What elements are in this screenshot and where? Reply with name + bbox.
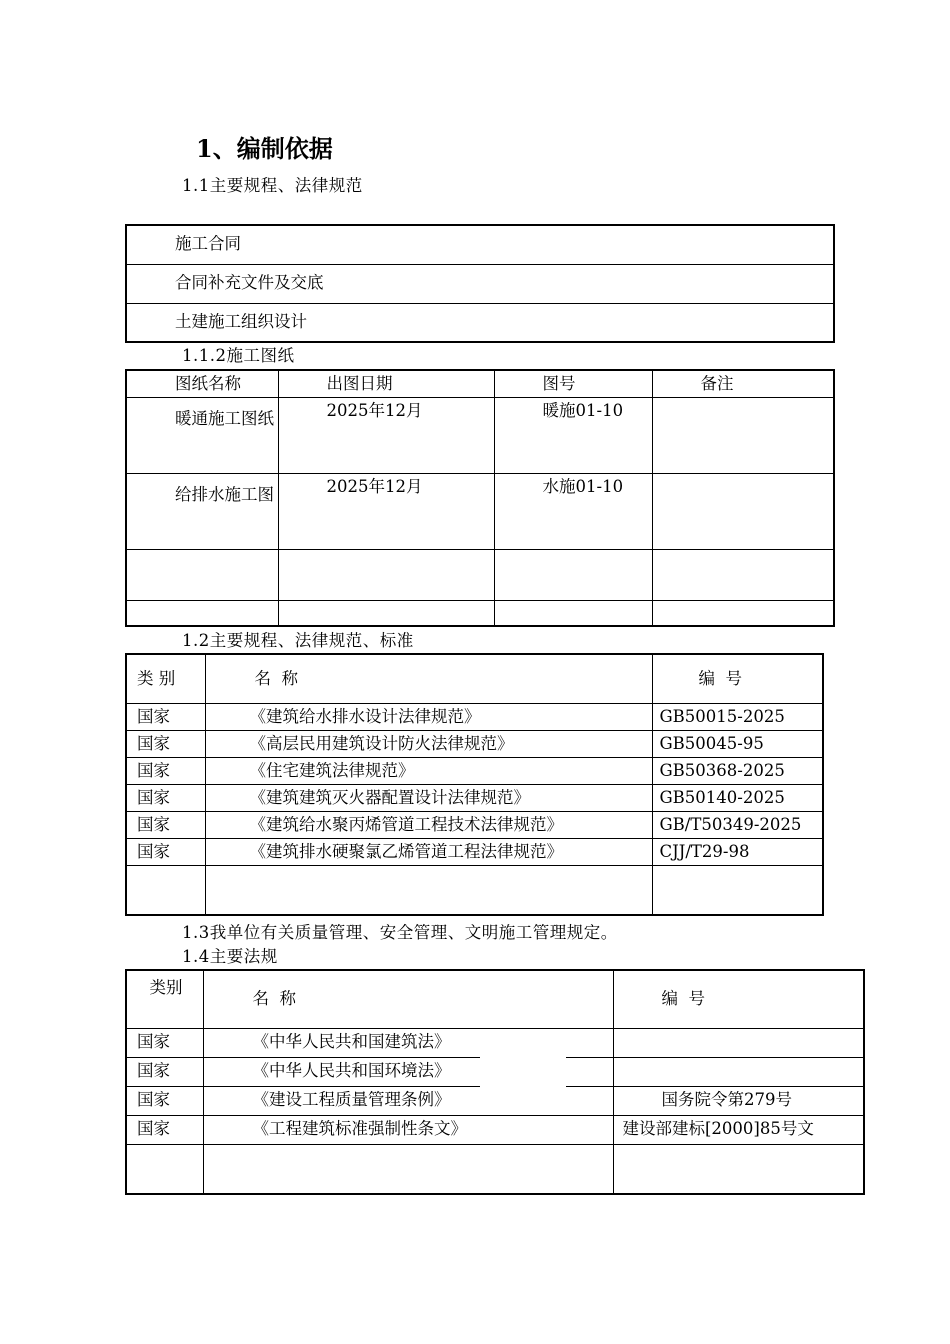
code-cell: 建设部建标[2000]85号文: [613, 1115, 864, 1144]
name-cell: 《建筑排水硬聚氯乙烯管道工程法律规范》: [205, 838, 652, 865]
category-cell: 国家: [126, 703, 205, 730]
category-cell: 国家: [126, 811, 205, 838]
section-1-4-title: 1.4主要法规: [182, 947, 278, 966]
name-cell: 《中华人民共和国建筑法》: [203, 1028, 613, 1057]
name-cell: 《建筑给水聚丙烯管道工程技术法律规范》: [205, 811, 652, 838]
header-cell: 图号: [494, 370, 652, 397]
table-row: [126, 784, 823, 811]
header-cell: 编 号: [613, 970, 864, 1028]
table-row: [126, 1028, 864, 1057]
header-cell: 编 号: [652, 654, 823, 703]
table-header-row: [126, 654, 823, 703]
category-cell: 国家: [126, 1086, 203, 1115]
header-cell: 出图日期: [278, 370, 494, 397]
category-cell: 国家: [126, 730, 205, 757]
table-row: [126, 703, 823, 730]
row-text: 施工合同: [175, 234, 241, 253]
drawing-remark: [652, 397, 834, 473]
code-cell: [613, 1028, 864, 1057]
rule-gap: [480, 1055, 566, 1058]
table-1-1: [125, 224, 835, 343]
code-cell: [613, 1057, 864, 1086]
header-cell: 名 称: [203, 970, 613, 1028]
empty-row: [126, 600, 834, 626]
table-row: [126, 811, 823, 838]
name-cell: 《中华人民共和国环境法》: [203, 1057, 613, 1086]
header-cell: 类别: [126, 970, 203, 1028]
table-row: [126, 1086, 864, 1115]
category-cell: 国家: [126, 1115, 203, 1144]
drawing-number: 水施01-10: [494, 473, 652, 549]
table-header-row: [126, 370, 834, 397]
empty-row: [126, 865, 823, 915]
empty-row: [126, 1144, 864, 1194]
drawing-date: 2025年12月: [278, 473, 494, 549]
section-1-1-2-title: 1.1.2施工图纸: [182, 346, 295, 365]
category-cell: 国家: [126, 1028, 203, 1057]
header-cell: 名 称: [205, 654, 652, 703]
table-header-row: [126, 970, 864, 1028]
code-cell: GB50140-2025: [652, 784, 823, 811]
standards-table: [125, 653, 824, 916]
category-cell: 国家: [126, 838, 205, 865]
code-cell: GB/T50349-2025: [652, 811, 823, 838]
header-cell: 图纸名称: [126, 370, 278, 397]
table-row: [126, 1057, 864, 1086]
code-cell: GB50045-95: [652, 730, 823, 757]
category-cell: 国家: [126, 757, 205, 784]
table-row: [126, 303, 834, 342]
name-cell: 《建筑建筑灭火器配置设计法律规范》: [205, 784, 652, 811]
regulations-table: [125, 969, 865, 1195]
table-row: [126, 757, 823, 784]
row-text: 合同补充文件及交底: [175, 272, 324, 292]
table-row: [126, 838, 823, 865]
table-row: [126, 1115, 864, 1144]
code-cell: GB50368-2025: [652, 757, 823, 784]
code-cell: 国务院令第279号: [613, 1086, 864, 1115]
section-1-1-title: 1.1主要规程、法律规范: [182, 176, 363, 195]
empty-row: [126, 549, 834, 600]
drawings-table: [125, 369, 835, 627]
section-1-2-title: 1.2主要规程、法律规范、标准: [182, 631, 414, 650]
section-1-3-title: 1.3我单位有关质量管理、安全管理、文明施工管理规定。: [182, 923, 618, 942]
code-cell: CJJ/T29-98: [652, 838, 823, 865]
name-cell: 《工程建筑标准强制性条文》: [203, 1115, 613, 1144]
name-cell: 《建设工程质量管理条例》: [203, 1086, 613, 1115]
category-cell: 国家: [126, 1057, 203, 1086]
row-text: 土建施工组织设计: [175, 311, 307, 331]
header-cell: 备注: [652, 370, 834, 397]
header-cell: 类 别: [126, 654, 205, 703]
name-cell: 《高层民用建筑设计防火法律规范》: [205, 730, 652, 757]
drawing-name: 暖通施工图纸: [126, 397, 278, 473]
table-row: [126, 225, 834, 264]
drawing-date: 2025年12月: [278, 397, 494, 473]
drawing-remark: [652, 473, 834, 549]
category-cell: 国家: [126, 784, 205, 811]
drawing-name: 给排水施工图: [126, 473, 278, 549]
name-cell: 《住宅建筑法律规范》: [205, 757, 652, 784]
table-row: [126, 264, 834, 303]
name-cell: 《建筑给水排水设计法律规范》: [205, 703, 652, 730]
drawing-number: 暖施01-10: [494, 397, 652, 473]
table-row: [126, 473, 834, 549]
code-cell: GB50015-2025: [652, 703, 823, 730]
section-heading: 1、编制依据: [196, 134, 333, 163]
table-row: [126, 397, 834, 473]
rule-gap: [480, 1085, 566, 1088]
table-row: [126, 730, 823, 757]
